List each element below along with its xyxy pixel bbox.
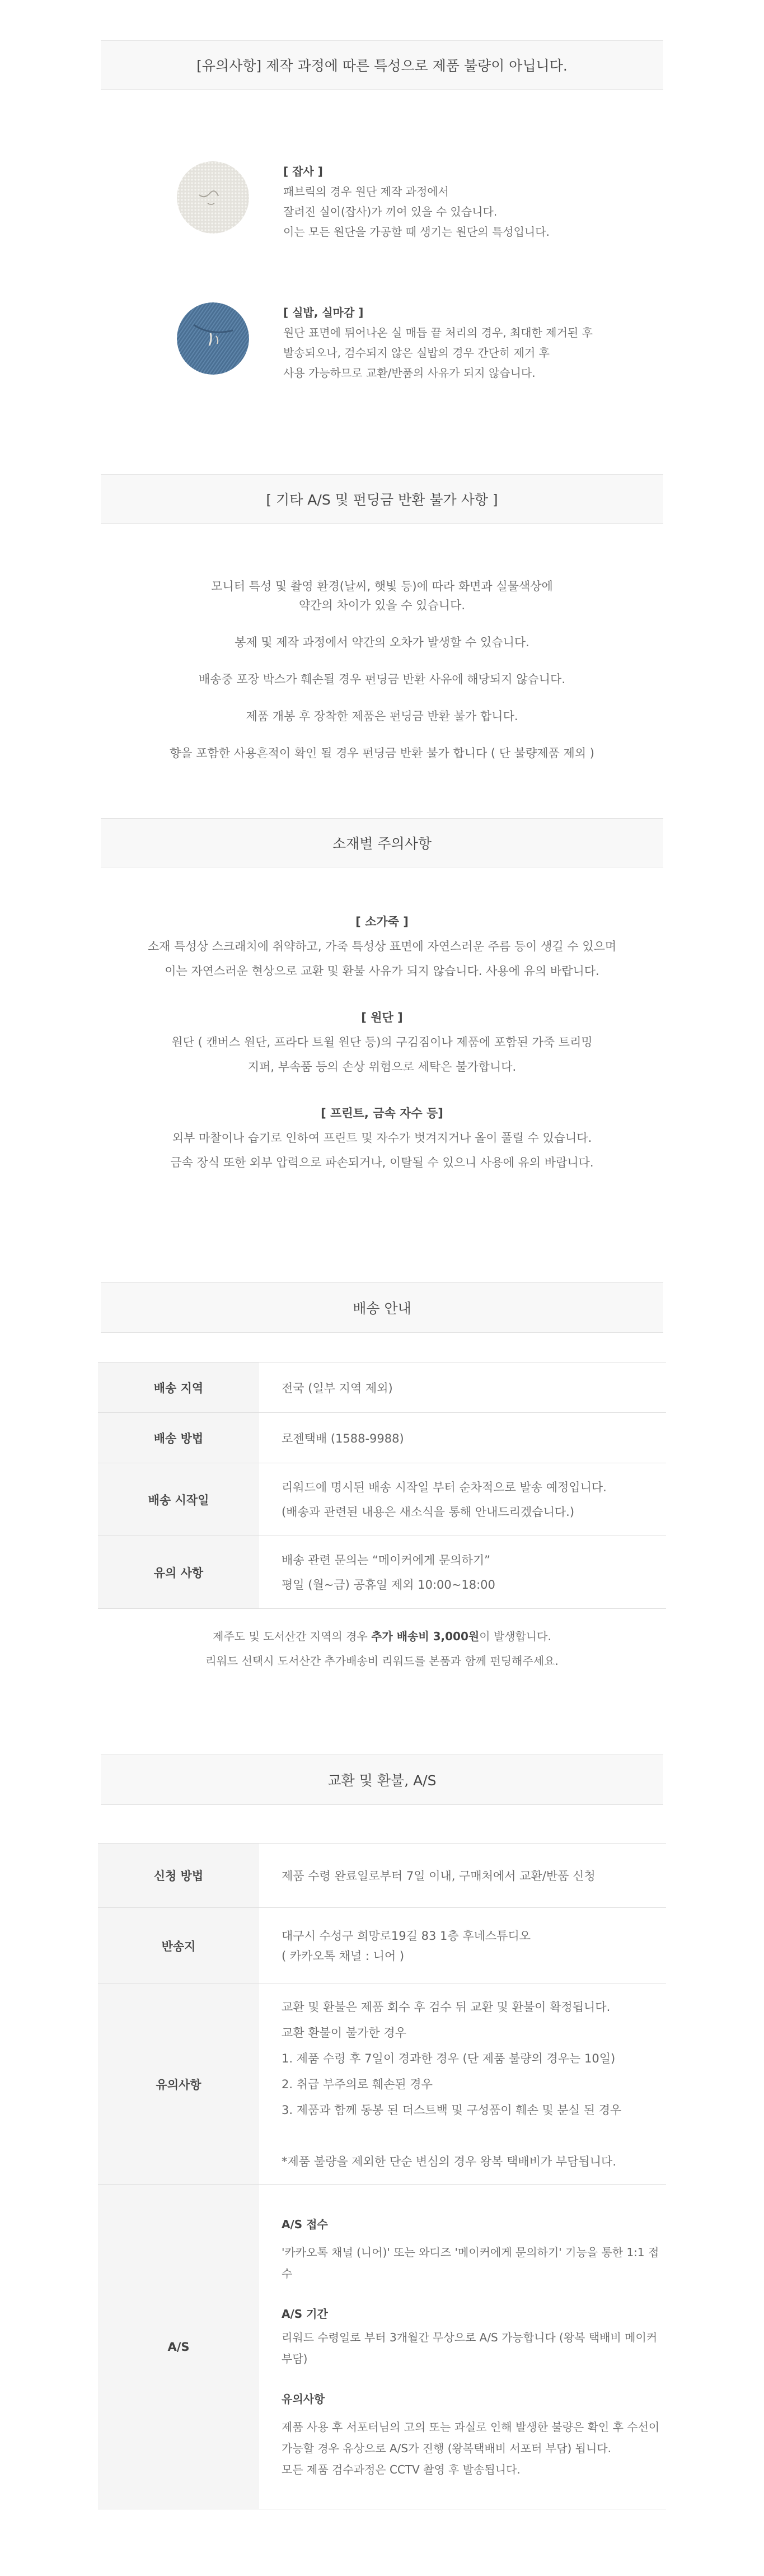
fabric-lint-photo xyxy=(177,161,249,234)
shipping-area-value: 전국 (일부 지역 제외) xyxy=(259,1362,666,1413)
table-row xyxy=(98,1463,666,1536)
notice-item-line: 원단 표면에 튀어나온 실 매듭 끝 처리의 경우, 최대한 제거된 후 xyxy=(283,326,593,339)
exchange-caution-line: 1. 제품 수령 후 7일이 경과한 경우 (단 제품 불량의 경우는 10일) xyxy=(282,2051,616,2065)
material-title: 소재별 주의사항 xyxy=(332,836,432,852)
shipping-caution-line: 배송 관련 문의는 “메이커에게 문의하기” xyxy=(282,1553,491,1567)
table-row xyxy=(98,2185,666,2509)
shipping-caution-value xyxy=(259,1536,666,1609)
material-line: 원단 ( 캔버스 원단, 프라다 트윌 원단 등)의 구김짐이나 제품에 포함된 가죽 트리밍 xyxy=(171,1035,593,1049)
denim-thread-photo xyxy=(177,302,249,375)
as-caution-line: 가능할 경우 유상으로 A/S가 진행 (왕복택배비 서포터 부담) 됩니다. xyxy=(282,2441,611,2455)
exchange-title-band xyxy=(101,1754,663,1805)
shipping-method-label: 배송 방법 xyxy=(98,1413,259,1463)
material-title-band xyxy=(101,818,663,867)
table-row xyxy=(98,1536,666,1609)
refund-line: 모니터 특성 및 촬영 환경(날씨, 햇빛 등)에 따라 화면과 실물색상에 xyxy=(211,580,553,593)
shipping-note-bold: 추가 배송비 3,000원 xyxy=(371,1630,480,1643)
refund-line: 향을 포함한 사용흔적이 확인 될 경우 펀딩금 반환 불가 합니다 ( 단 불량제품 제외 ) xyxy=(170,746,594,760)
exchange-return-line: ( 카카오톡 채널 : 니어 ) xyxy=(282,1949,405,1963)
shipping-note-line xyxy=(0,1624,764,1649)
exchange-caution-line: 교환 및 환불은 제품 회수 후 검수 뒤 교환 및 환불이 확정됩니다. xyxy=(282,2000,611,2014)
material-group-title: [ 소가죽 ] xyxy=(355,915,409,928)
shipping-note-prefix: 제주도 및 도서산간 지역의 경우 xyxy=(213,1630,372,1643)
notice-item-thread xyxy=(177,302,593,383)
refund-title: [ 기타 A/S 및 펀딩금 반환 불가 사항 ] xyxy=(266,492,498,508)
refund-title-band xyxy=(101,474,663,524)
exchange-caution-line: 3. 제품과 함께 동봉 된 더스트백 및 구성품이 훼손 및 분실 된 경우 xyxy=(282,2103,622,2117)
exchange-caution-note: *제품 불량을 제외한 단순 변심의 경우 왕복 택배비가 부담됩니다. xyxy=(282,2154,617,2168)
notice-item-line: 발송되오나, 검수되지 않은 실밥의 경우 간단히 제거 후 xyxy=(283,346,550,360)
refund-paragraphs xyxy=(0,577,764,763)
shipping-note-suffix: 이 발생합니다. xyxy=(479,1630,551,1643)
exchange-title: 교환 및 환불, A/S xyxy=(327,1772,437,1789)
shipping-note-line-2: 리워드 선택시 도서산간 추가배송비 리워드를 본품과 함께 펀딩해주세요. xyxy=(205,1654,559,1668)
notice-item-title: [ 잡사 ] xyxy=(283,165,323,178)
notice-item-line: 잘려진 실이(잡사)가 끼여 있을 수 있습니다. xyxy=(283,205,498,218)
shipping-caution-line: 평일 (월~금) 공휴일 제외 10:00~18:00 xyxy=(282,1578,495,1592)
exchange-table xyxy=(98,1843,666,2509)
notice-item-line: 사용 가능하므로 교환/반품의 사유가 되지 않습니다. xyxy=(283,366,536,380)
exchange-caution-line: 2. 취급 부주의로 훼손된 경우 xyxy=(282,2077,433,2091)
notice-item-lint xyxy=(177,161,550,242)
table-row xyxy=(98,1413,666,1463)
notice-item-lint-text xyxy=(283,161,550,242)
as-receipt-text: '카카오톡 채널 (니어)' 또는 와디즈 '메이커에게 문의하기' 기능을 통한 1:1 접수 xyxy=(282,2245,659,2280)
shipping-table xyxy=(98,1362,666,1609)
material-line: 이는 자연스러운 현상으로 교환 및 환불 사유가 되지 않습니다. 사용에 유의 바랍니다. xyxy=(165,964,599,978)
material-line: 외부 마찰이나 습기로 인하여 프린트 및 자수가 벗겨지거나 올이 풀릴 수 있습니다. xyxy=(172,1131,592,1145)
as-receipt-title: A/S 접수 xyxy=(282,2217,328,2231)
shipping-start-value xyxy=(259,1463,666,1536)
exchange-apply-value: 제품 수령 완료일로부터 7일 이내, 구매처에서 교환/반품 신청 xyxy=(259,1844,666,1908)
as-caution-line: 모든 제품 검수과정은 CCTV 촬영 후 발송됩니다. xyxy=(282,2462,521,2476)
table-row xyxy=(98,1844,666,1908)
material-group-title: [ 프린트, 금속 자수 등] xyxy=(321,1107,443,1120)
material-line: 소재 특성상 스크래치에 취약하고, 가죽 특성상 표면에 자연스러운 주름 등이 생길 수 있으며 xyxy=(147,940,617,953)
exchange-return-line: 대구시 수성구 희망로19길 83 1층 후네스튜디오 xyxy=(282,1929,531,1943)
notice-item-thread-text xyxy=(283,302,593,383)
notice-item-line: 이는 모든 원단을 가공할 때 생기는 원단의 특성입니다. xyxy=(283,225,550,239)
exchange-caution-value xyxy=(259,1984,666,2185)
shipping-caution-label: 유의 사항 xyxy=(98,1536,259,1609)
refund-line: 약간의 차이가 있을 수 있습니다. xyxy=(298,599,466,612)
as-period-text: 리워드 수령일로 부터 3개월간 무상으로 A/S 가능합니다 (왕복 택배비 메이커 부담) xyxy=(282,2330,658,2365)
as-period-title: A/S 기간 xyxy=(282,2307,328,2321)
refund-line: 배송중 포장 박스가 훼손될 경우 펀딩금 반환 사유에 해당되지 않습니다. xyxy=(198,673,566,686)
denim-thread-image xyxy=(177,302,249,375)
refund-line: 제품 개봉 후 장착한 제품은 펀딩금 반환 불가 합니다. xyxy=(246,710,518,723)
exchange-return-label: 반송지 xyxy=(98,1908,259,1984)
material-line: 금속 장식 또한 외부 압력으로 파손되거나, 이탈될 수 있으니 사용에 유의 바랍니다. xyxy=(170,1156,594,1169)
shipping-start-line: 리워드에 명시된 배송 시작일 부터 순차적으로 발송 예정입니다. xyxy=(282,1480,607,1494)
exchange-as-value xyxy=(259,2185,666,2509)
notice-item-line: 패브릭의 경우 원단 제작 과정에서 xyxy=(283,185,449,198)
material-group-title: [ 원단 ] xyxy=(361,1011,403,1024)
notice-item-title: [ 실밥, 실마감 ] xyxy=(283,306,364,319)
exchange-caution-line: 교환 환불이 불가한 경우 xyxy=(282,2026,406,2040)
exchange-as-label: A/S xyxy=(98,2185,259,2509)
exchange-caution-label: 유의사항 xyxy=(98,1984,259,2185)
material-line: 지퍼, 부속품 등의 손상 위험으로 세탁은 불가합니다. xyxy=(247,1060,517,1074)
shipping-start-line: (배송과 관련된 내용은 새소식을 통해 안내드리겠습니다.) xyxy=(282,1505,575,1519)
material-groups xyxy=(0,909,764,1175)
shipping-method-value: 로젠택배 (1588-9988) xyxy=(259,1413,666,1463)
shipping-title-band xyxy=(101,1282,663,1333)
table-row xyxy=(98,1362,666,1413)
shipping-title: 배송 안내 xyxy=(353,1300,411,1317)
refund-line: 봉제 및 제작 과정에서 약간의 오차가 발생할 수 있습니다. xyxy=(235,636,529,649)
table-row xyxy=(98,1908,666,1984)
shipping-start-label: 배송 시작일 xyxy=(98,1463,259,1536)
exchange-return-value xyxy=(259,1908,666,1984)
as-caution-title: 유의사항 xyxy=(282,2392,325,2406)
exchange-apply-label: 신청 방법 xyxy=(98,1844,259,1908)
as-caution-line: 제품 사용 후 서포터님의 고의 또는 과실로 인해 발생한 불량은 확인 후 수선이 xyxy=(282,2420,660,2434)
shipping-area-label: 배송 지역 xyxy=(98,1362,259,1413)
notice-title-band xyxy=(101,40,663,90)
shipping-note xyxy=(0,1624,764,1673)
notice-title: [유의사항] 제작 과정에 따른 특성으로 제품 불량이 아닙니다. xyxy=(196,58,568,74)
fabric-lint-image xyxy=(177,161,249,234)
table-row xyxy=(98,1984,666,2185)
